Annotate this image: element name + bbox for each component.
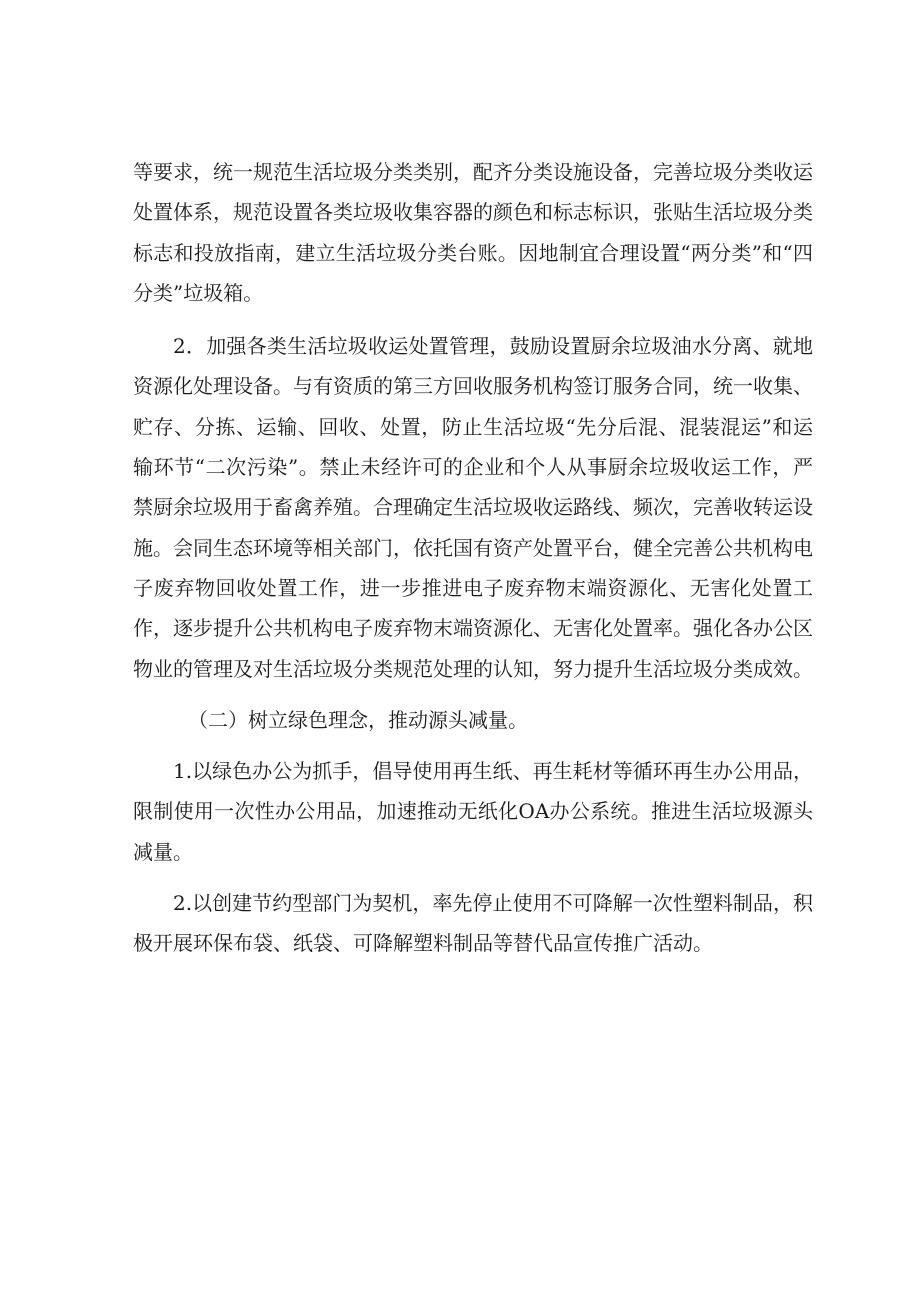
document-body	[133, 152, 813, 964]
paragraph-item-1-green-office: 1.以绿色办公为抓手，倡导使用再生纸、再生耗材等循环再生办公用品，限制使用一次性办公用品，加速推动无纸化OA办公系统。推进生活垃圾源头减量。	[133, 759, 813, 864]
paragraph-item-2-collection: 2．加强各类生活垃圾收运处置管理，鼓励设置厨余垃圾油水分离、就地资源化处理设备。与有资质的第三方回收服务机构签订服务合同，统一收集、贮存、分拣、运输、回收、处置，防止生活垃圾“先分后混、混装混运”和运输环节“二次污染”。禁止未经许可的企业和个人从事厨余垃圾收运工作，严禁厨余垃圾用于畜禽养殖。合理确定生活垃圾收运路线、频次，完善收转运设施。会同生态环境等相关部门，依托国有资产处置平台，健全完善公共机构电子废弃物回收处置工作，进一步推进电子废弃物末端资源化、无害化处置工作，逐步提升公共机构电子废弃物末端资源化、无害化处置率。强化各办公区物业的管理及对生活垃圾分类规范处理的认知，努力提升生活垃圾分类成效。	[133, 334, 813, 681]
section-heading-green-concept: （二）树立绿色理念，推动源头减量。	[188, 707, 528, 732]
paragraph-item-2-plastic-reduction: 2.以创建节约型部门为契机，率先停止使用不可降解一次性塑料制品，积极开展环保布袋、纸袋、可降解塑料制品等替代品宣传推广活动。	[133, 891, 813, 956]
paragraph-continuation: 等要求，统一规范生活垃圾分类类别，配齐分类设施设备，完善垃圾分类收运处置体系，规范设置各类垃圾收集容器的颜色和标志标识，张贴生活垃圾分类标志和投放指南，建立生活垃圾分类台账。因地制宜合理设置“两分类”和“四分类”垃圾箱。	[133, 160, 813, 305]
